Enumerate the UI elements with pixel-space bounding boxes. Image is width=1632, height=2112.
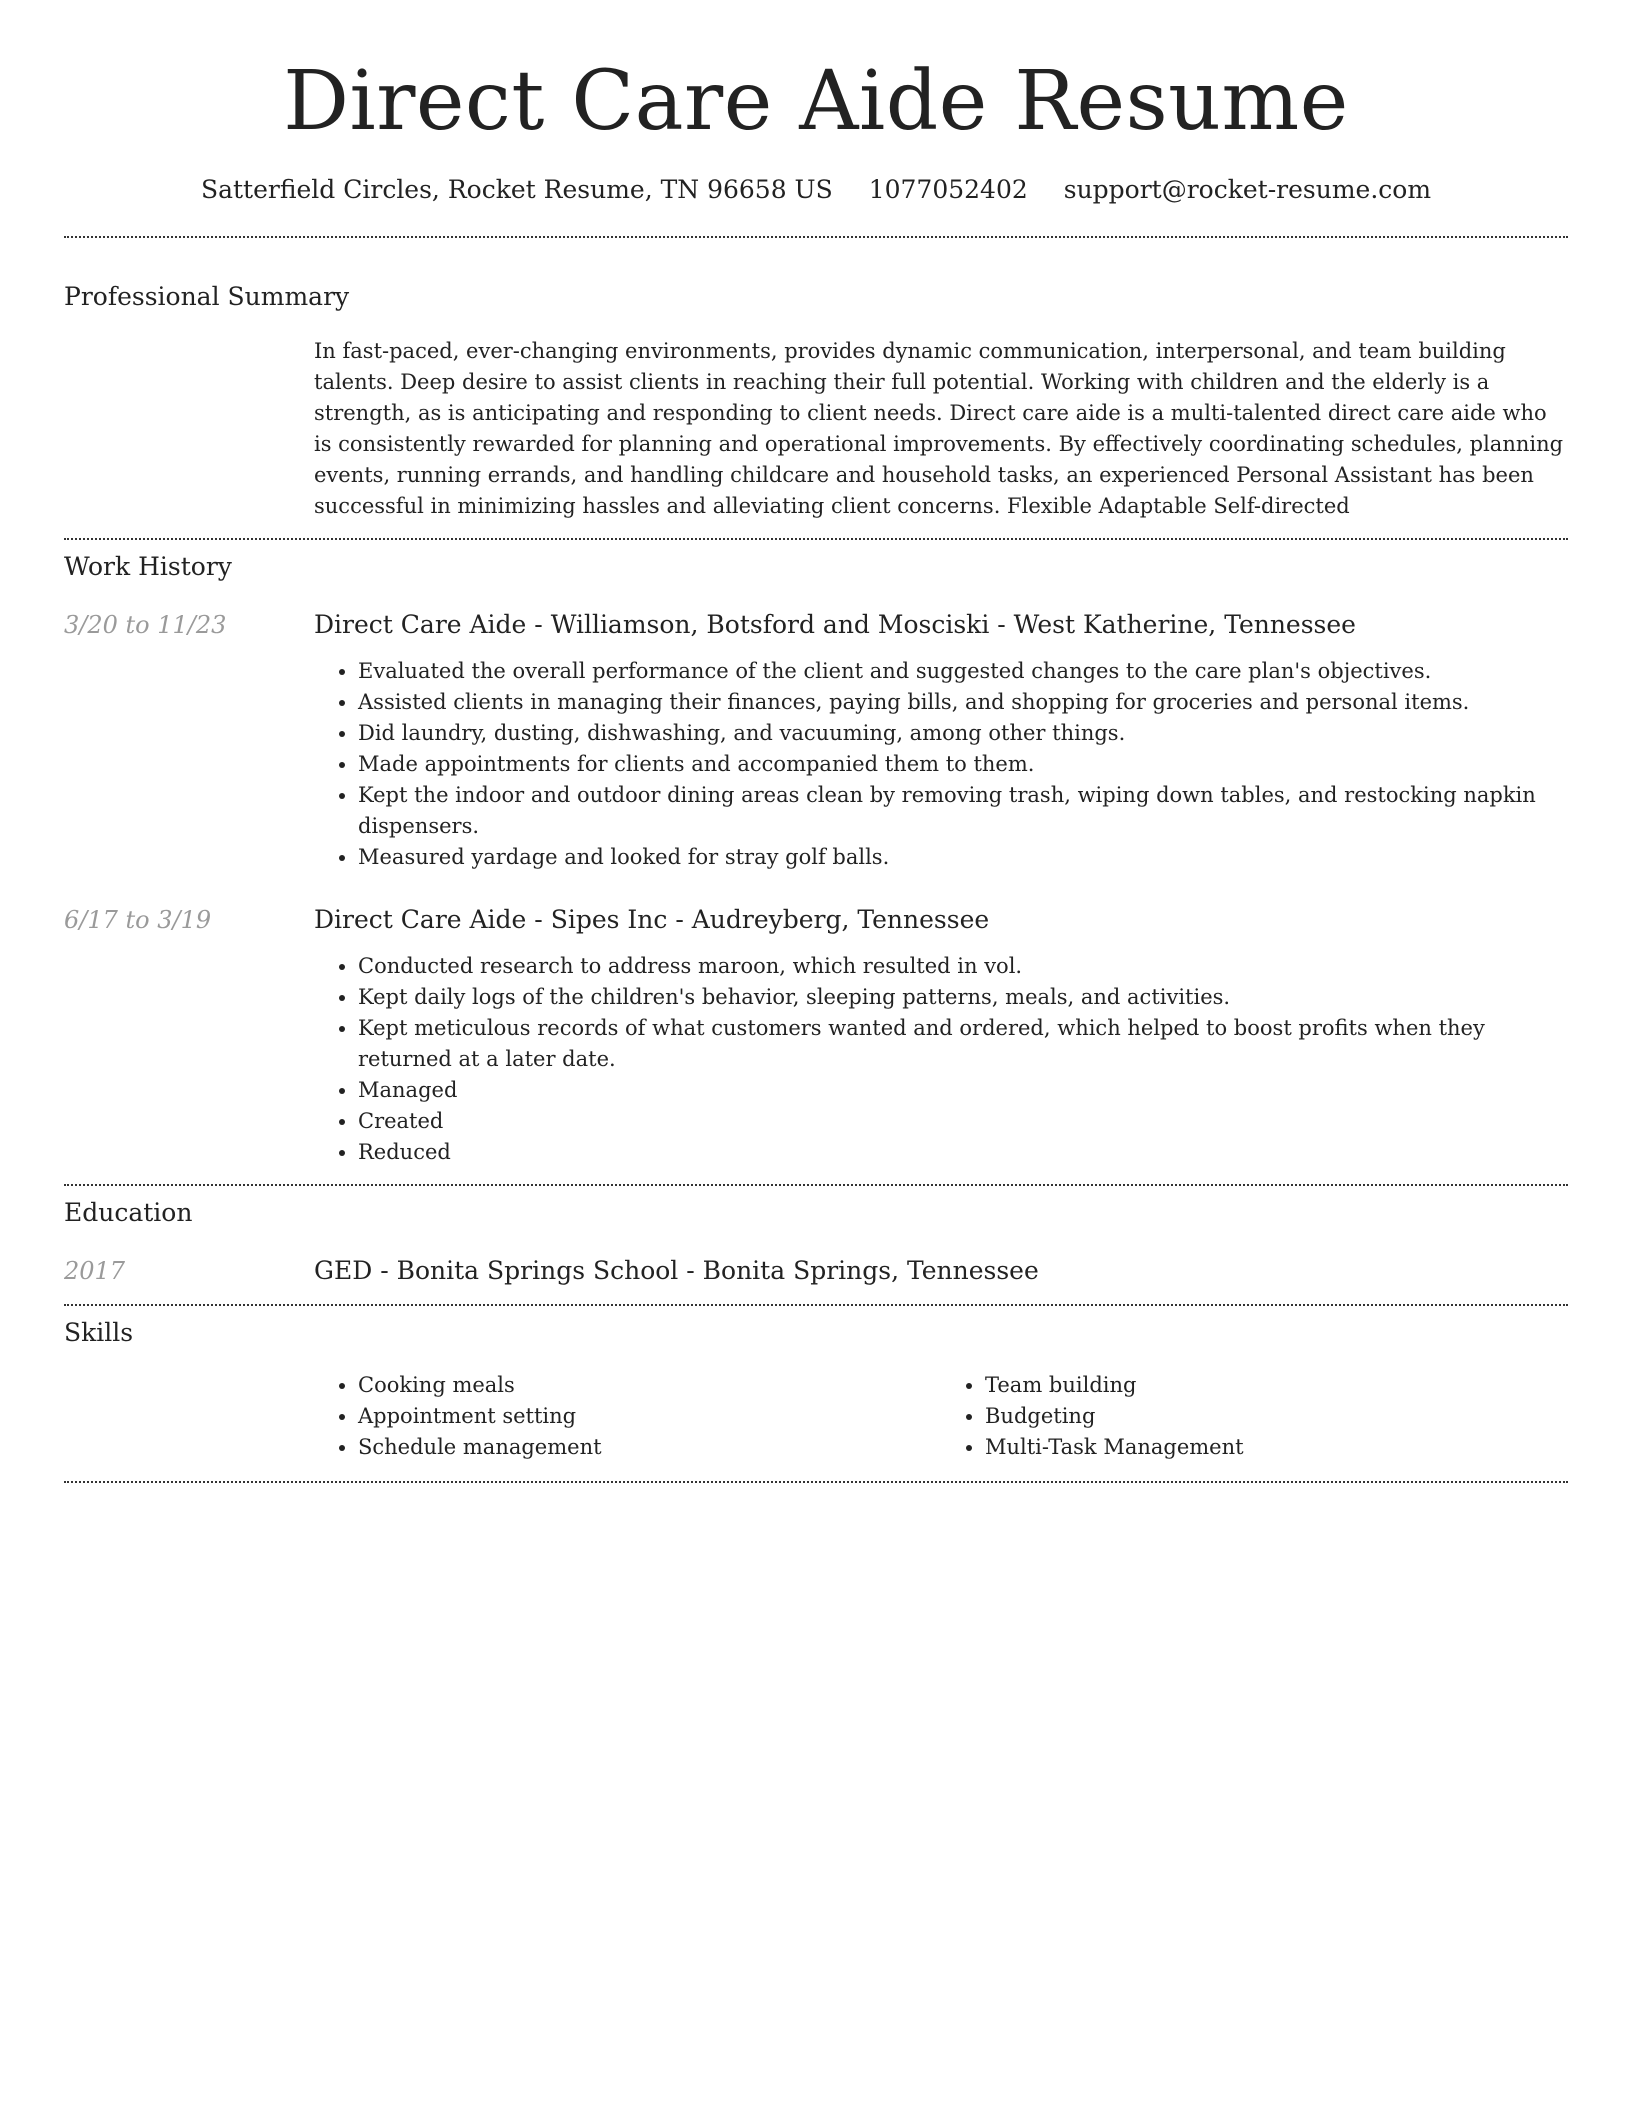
job-title: Direct Care Aide - Williamson, Botsford and Mosciski - West Katherine, Tennessee [314,610,1356,639]
work-history-section [64,550,1568,1168]
list-item: • Created [358,1106,1568,1137]
divider [64,1184,1568,1186]
divider [64,1481,1568,1483]
job-entry [64,608,1568,873]
skill-item: • Cooking meals [358,1370,941,1401]
skills-list-right [941,1370,1568,1463]
divider [64,1304,1568,1306]
section-heading-skills: Skills [64,1318,134,1347]
summary-text: In fast-paced, ever-changing environments, provides dynamic communication, interpersonal, and team building talents. Deep desire to assist clients in reaching their full potential. Working with children and the elderly is a strength, as is anticipating and responding to client needs. Direct care aide is a multi-talented direct care aide who is consistently rewarded for planning and operational improvements. By effectively coordinating schedules, planning events, running errands, and handling childcare and household tasks, an experienced Personal Assistant has been successful in minimizing hassles and alleviating client concerns. Flexible Adaptable Self-directed [314,339,1564,518]
list-item: • Measured yardage and looked for stray golf balls. [358,842,1568,873]
skill-item: • Budgeting [985,1401,1568,1432]
contact-line [64,172,1568,208]
job-dates: 3/20 to 11/23 [64,611,227,639]
job-dates: 6/17 to 3/19 [64,906,212,934]
section-heading-education: Education [64,1198,193,1227]
skill-item: • Multi-Task Management [985,1432,1568,1463]
skill-item: • Team building [985,1370,1568,1401]
job-title: Direct Care Aide - Sipes Inc - Audreyberg, Tennessee [314,905,990,934]
divider [64,538,1568,540]
resume-title: Direct Care Aide Resume [283,54,1349,149]
list-item: • Kept the indoor and outdoor dining areas clean by removing trash, wiping down tables, and restocking napkin dispensers. [358,780,1568,842]
education-section [64,1196,1568,1288]
list-item: • Assisted clients in managing their finances, paying bills, and shopping for groceries and personal items. [358,687,1568,718]
skill-item: • Schedule management [358,1432,941,1463]
skills-list-left [314,1370,941,1463]
section-heading-summary: Professional Summary [64,282,350,311]
skills-grid [314,1370,1568,1463]
list-item: • Reduced [358,1137,1568,1168]
list-item: • Conducted research to address maroon, which resulted in vol. [358,951,1568,982]
education-date: 2017 [64,1257,126,1285]
list-item: • Managed [358,1075,1568,1106]
divider [64,236,1568,238]
list-item: • Kept meticulous records of what customers wanted and ordered, which helped to boost profits when they returned at a later date. [358,1013,1568,1075]
job-bullets [314,656,1568,873]
list-item: • Made appointments for clients and accompanied them to them. [358,749,1568,780]
list-item: • Evaluated the overall performance of the client and suggested changes to the care plan's objectives. [358,656,1568,687]
education-title: GED - Bonita Springs School - Bonita Springs, Tennessee [314,1256,1039,1285]
skills-section [64,1316,1568,1463]
list-item: • Did laundry, dusting, dishwashing, and vacuuming, among other things. [358,718,1568,749]
contact-phone: 1077052402 [868,175,1028,204]
section-heading-work-history: Work History [64,552,232,581]
list-item: • Kept daily logs of the children's behavior, sleeping patterns, meals, and activities. [358,982,1568,1013]
job-bullets [314,951,1568,1168]
summary-section [64,280,1568,522]
contact-email: support@rocket-resume.com [1063,175,1432,204]
skill-item: • Appointment setting [358,1401,941,1432]
education-entry [64,1254,1568,1288]
contact-address: Satterfield Circles, Rocket Resume, TN 96658 US [200,175,833,204]
job-entry [64,903,1568,1168]
